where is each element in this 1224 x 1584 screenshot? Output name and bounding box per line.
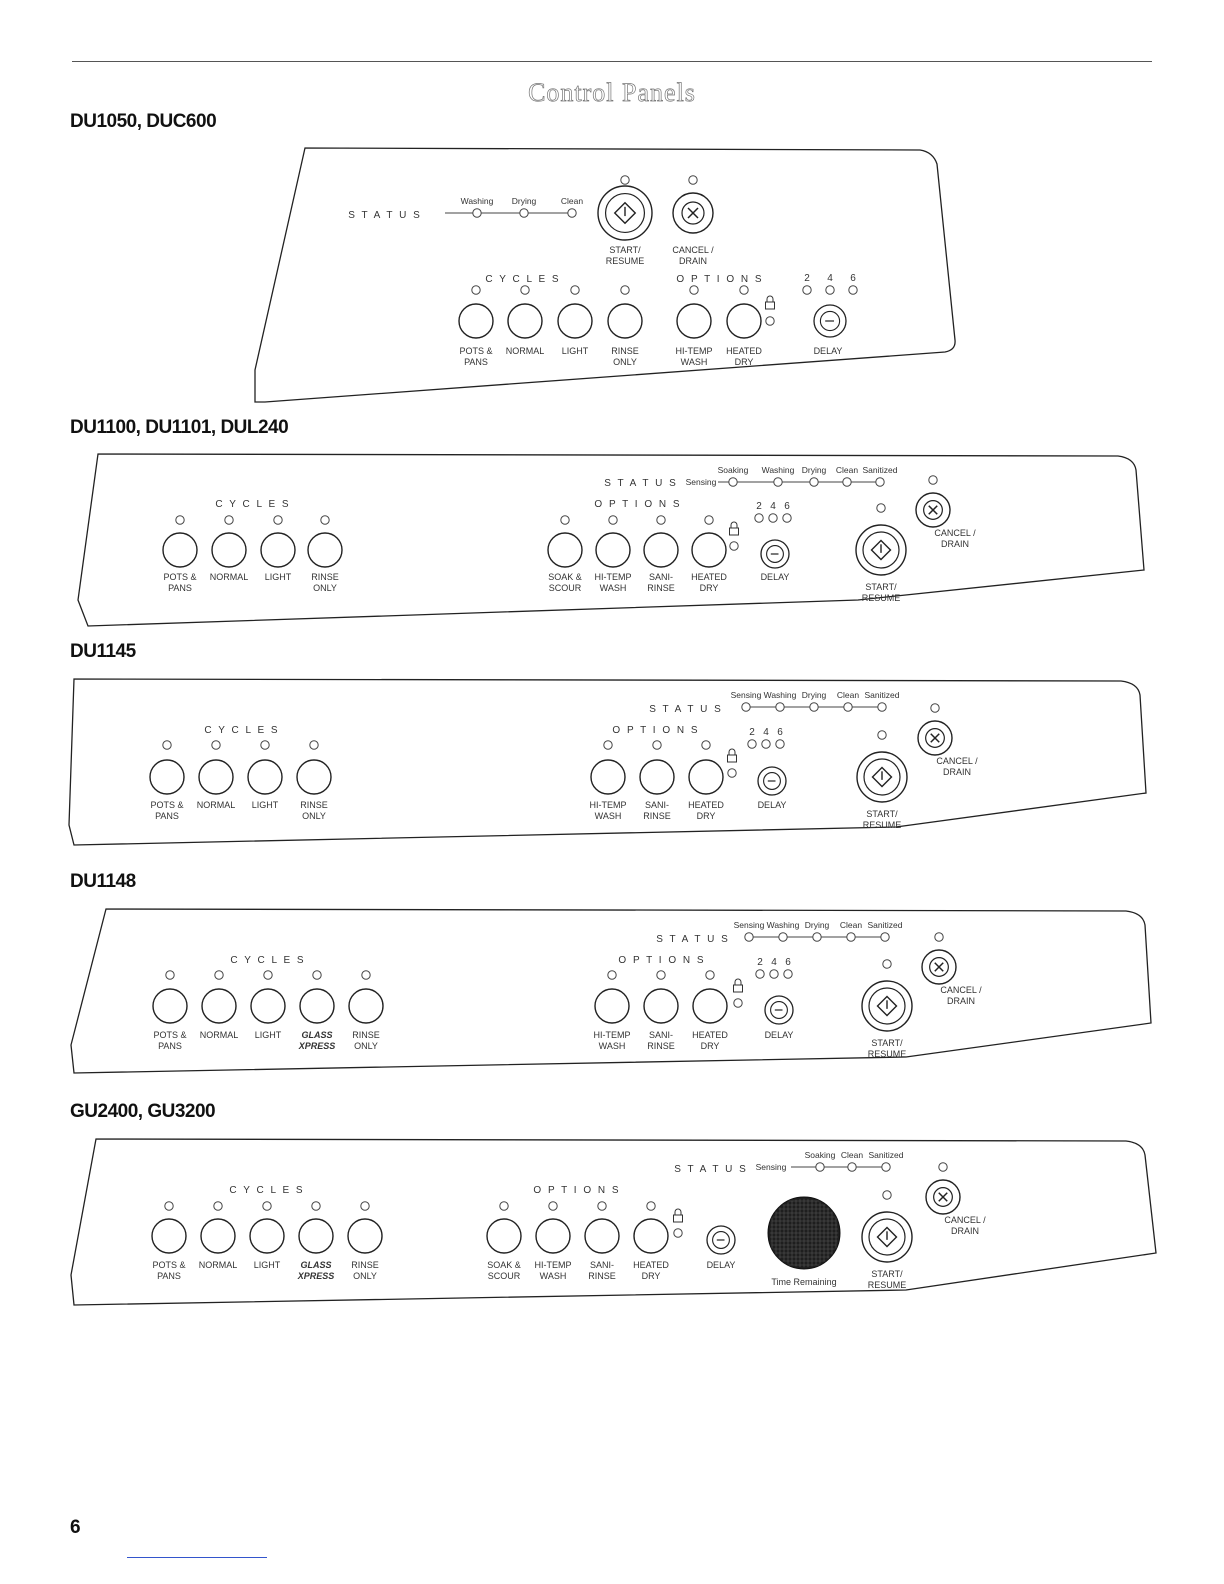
status-light [878,703,886,711]
status-light [776,703,784,711]
cycle-button[interactable] [349,989,383,1023]
button-label: START/ [609,245,641,255]
button-label: RESUME [861,593,901,603]
status-heading: S T A T U S [348,210,422,221]
delay-hours-label: 4 [771,957,777,968]
button-label: POTS & [152,1260,186,1270]
button-label: START/ [865,582,897,592]
cycle-light [321,516,329,524]
status-light [848,1163,856,1171]
indicator-light [929,476,937,484]
cycle-light [521,286,529,294]
button-label: NORMAL [209,572,249,582]
status-label: Sensing [755,1162,787,1172]
delay-hours-light [748,740,756,748]
button-label: NORMAL [199,1030,239,1040]
button-label: POTS & [459,346,493,356]
cycle-button[interactable] [558,304,592,338]
cycle-button[interactable] [251,989,285,1023]
delay-hours-label: 6 [850,273,856,284]
delay-hours-light [783,514,791,522]
button-label: GLASS [300,1260,332,1270]
options-heading: O P T I O N S [594,499,682,510]
cycle-button[interactable] [150,760,184,794]
delay-label: DELAY [757,800,787,810]
button-label: ONLY [353,1271,377,1281]
button-label: RINSE [352,1030,380,1040]
status-label: Clean [839,920,863,930]
link-underline [127,1557,267,1558]
button-label: HEATED [691,572,727,582]
button-label: PANS [158,1041,182,1051]
button-label: RINSE [311,572,339,582]
option-light [604,741,612,749]
option-button[interactable] [548,533,582,567]
lock-icon [728,755,737,762]
button-label: SANI- [648,572,674,582]
cycle-button[interactable] [508,304,542,338]
button-label: RINSE [588,1271,616,1281]
button-label: HI-TEMP [589,800,627,810]
button-label: WASH [599,583,627,593]
button-label: NORMAL [196,800,236,810]
button-label: RINSE [300,800,328,810]
status-label: Sanitized [868,1150,904,1160]
option-light [549,1202,557,1210]
cycle-button[interactable] [250,1219,284,1253]
cycle-light [212,741,220,749]
cycle-button[interactable] [308,533,342,567]
cycle-button[interactable] [300,989,334,1023]
button-label: ONLY [354,1041,378,1051]
button-label: LIGHT [253,1260,281,1270]
cycle-button[interactable] [163,533,197,567]
cycle-button[interactable] [202,989,236,1023]
button-label: DRY [734,357,754,367]
control-panel-du1100 [78,450,1148,632]
status-label: Drying [801,690,827,700]
status-light [843,478,851,486]
button-label: PANS [155,811,179,821]
delay-hours-light [756,970,764,978]
cycle-button[interactable] [153,989,187,1023]
button-label: START/ [871,1269,903,1279]
status-label: Washing [460,196,494,206]
delay-hours-light [770,970,778,978]
button-label: SOAK & [548,572,582,582]
option-light [500,1202,508,1210]
options-heading: O P T I O N S [618,955,706,966]
option-light [657,971,665,979]
option-light [647,1202,655,1210]
button-label: HI-TEMP [534,1260,572,1270]
button-label: SANI- [644,800,670,810]
option-light [609,516,617,524]
option-button[interactable] [727,304,761,338]
cycle-light [263,1202,271,1210]
delay-hours-label: 6 [785,957,791,968]
button-label: RESUME [867,1280,907,1290]
option-button[interactable] [591,760,625,794]
option-light [705,516,713,524]
button-label: PANS [464,357,488,367]
button-label: GLASS [301,1030,333,1040]
cycle-button[interactable] [201,1219,235,1253]
indicator-light [730,542,738,550]
cycle-light [165,1202,173,1210]
cycles-heading: C Y C L E S [215,499,291,510]
delay-hours-label: 2 [757,957,763,968]
delay-hours-light [776,740,784,748]
delay-hours-label: 2 [749,727,755,738]
button-label: RINSE [643,811,671,821]
button-label: RINSE [351,1260,379,1270]
cycle-button[interactable] [212,533,246,567]
indicator-light [734,999,742,1007]
indicator-light [766,317,774,325]
cycle-button[interactable] [608,304,642,338]
page-number: 6 [70,1517,81,1538]
indicator-light [674,1229,682,1237]
option-button[interactable] [644,989,678,1023]
options-heading: O P T I O N S [676,274,764,285]
status-light [742,703,750,711]
button-label: HEATED [726,346,762,356]
option-light [608,971,616,979]
button-label: RINSE [647,1041,675,1051]
button-label: DRAIN [950,1226,980,1236]
button-label: LIGHT [264,572,292,582]
button-label: NORMAL [505,346,545,356]
time-remaining-label: Time Remaining [771,1277,837,1287]
button-label: DRAIN [678,256,708,266]
cycle-light [215,971,223,979]
cycle-button[interactable] [299,1219,333,1253]
status-heading: S T A T U S [674,1164,748,1175]
status-label: Clean [835,465,859,475]
status-label: Washing [763,690,797,700]
option-light [653,741,661,749]
status-label: Washing [766,920,800,930]
delay-hours-light [803,286,811,294]
button-label: ONLY [313,583,337,593]
button-label: RESUME [867,1049,907,1059]
lock-icon [734,985,743,992]
option-button[interactable] [585,1219,619,1253]
model-heading: DU1100, DU1101, DUL240 [70,417,289,438]
status-label: Drying [801,465,827,475]
cycles-heading: C Y C L E S [230,955,306,966]
page-title: Control Panels [528,78,696,107]
button-label: HI-TEMP [593,1030,631,1040]
cycle-light [176,516,184,524]
button-label: POTS & [153,1030,187,1040]
button-label: DRY [700,1041,720,1051]
button-label: WASH [594,811,622,821]
delay-label: DELAY [760,572,790,582]
status-light [844,703,852,711]
lock-icon [730,528,739,535]
cycle-light [261,741,269,749]
control-panel-du1148 [66,905,1156,1090]
cycles-heading: C Y C L E S [485,274,561,285]
button-label: RINSE [647,583,675,593]
indicator-light [939,1163,947,1171]
status-label: Sensing [730,690,762,700]
button-label: HI-TEMP [675,346,713,356]
cycles-heading: C Y C L E S [229,1185,305,1196]
status-light [810,703,818,711]
status-light [813,933,821,941]
button-label: CANCEL / [940,985,982,995]
option-button[interactable] [644,533,678,567]
status-label: Soaking [804,1150,836,1160]
button-label: LIGHT [561,346,589,356]
delay-hours-label: 2 [756,501,762,512]
cycle-light [163,741,171,749]
button-label: HEATED [688,800,724,810]
options-heading: O P T I O N S [533,1185,621,1196]
button-label: POTS & [150,800,184,810]
button-label: SCOUR [487,1271,521,1281]
status-label: Soaking [717,465,749,475]
button-label: NORMAL [198,1260,238,1270]
button-label: CANCEL / [944,1215,986,1225]
button-label: SANI- [589,1260,615,1270]
delay-hours-label: 4 [827,273,833,284]
button-label: PANS [168,583,192,593]
delay-hours-light [826,286,834,294]
button-label: DRY [699,583,719,593]
button-label: DRAIN [946,996,976,1006]
option-button[interactable] [640,760,674,794]
model-heading: DU1145 [70,641,136,662]
status-label: Clean [836,690,860,700]
button-label: XPRESS [297,1271,335,1281]
indicator-light [728,769,736,777]
indicator-light [689,176,697,184]
button-label: LIGHT [254,1030,282,1040]
button-label: PANS [157,1271,181,1281]
status-light [729,478,737,486]
button-label: CANCEL / [934,528,976,538]
cycle-light [312,1202,320,1210]
cycle-light [214,1202,222,1210]
cycle-button[interactable] [261,533,295,567]
option-button[interactable] [689,760,723,794]
status-light [774,478,782,486]
cycle-button[interactable] [199,760,233,794]
button-label: DRAIN [940,539,970,549]
status-label: Sanitized [864,690,900,700]
button-label: DRY [641,1271,661,1281]
delay-hours-light [769,514,777,522]
button-label: CANCEL / [672,245,714,255]
indicator-light [877,504,885,512]
cycle-light [571,286,579,294]
option-button[interactable] [595,989,629,1023]
indicator-light [935,933,943,941]
button-label: POTS & [163,572,197,582]
delay-hours-light [849,286,857,294]
button-label: WASH [680,357,708,367]
cycle-light [313,971,321,979]
options-heading: O P T I O N S [612,725,700,736]
model-heading: DU1148 [70,871,136,892]
option-button[interactable] [596,533,630,567]
status-label: Drying [804,920,830,930]
model-heading: GU2400, GU3200 [70,1101,216,1122]
button-label: RINSE [611,346,639,356]
cycle-button[interactable] [248,760,282,794]
button-label: SANI- [648,1030,674,1040]
indicator-light [931,704,939,712]
control-panel-du1145 [66,675,1156,860]
button-label: HI-TEMP [594,572,632,582]
cycle-light [274,516,282,524]
status-label: Washing [761,465,795,475]
status-heading: S T A T U S [604,478,678,489]
cycle-button[interactable] [348,1219,382,1253]
cycle-light [361,1202,369,1210]
cycle-light [362,971,370,979]
indicator-light [878,731,886,739]
button-label: START/ [871,1038,903,1048]
button-label: CANCEL / [936,756,978,766]
cycle-light [472,286,480,294]
cycle-button[interactable] [459,304,493,338]
cycle-light [166,971,174,979]
control-panel-du1050 [255,140,965,410]
cycle-light [225,516,233,524]
cycles-heading: C Y C L E S [204,725,280,736]
option-light [740,286,748,294]
status-light [568,209,576,217]
cycle-light [264,971,272,979]
button-label: WASH [539,1271,567,1281]
status-heading: S T A T U S [656,934,730,945]
lock-icon [674,1215,683,1222]
status-light [816,1163,824,1171]
button-label: SCOUR [548,583,582,593]
button-label: START/ [866,809,898,819]
indicator-light [621,176,629,184]
button-label: ONLY [302,811,326,821]
control-panel-gu2400 [66,1135,1161,1320]
status-label: Sensing [733,920,765,930]
option-light [706,971,714,979]
top-rule [72,61,1152,62]
option-button[interactable] [536,1219,570,1253]
lock-icon [766,302,775,309]
option-button[interactable] [692,533,726,567]
delay-hours-light [762,740,770,748]
delay-label: DELAY [813,346,843,356]
button-label: RESUME [862,820,902,830]
button-label: DRAIN [942,767,972,777]
button-label: WASH [598,1041,626,1051]
status-light [881,933,889,941]
delay-hours-label: 4 [770,501,776,512]
status-label: Clean [560,196,584,206]
delay-label: DELAY [706,1260,736,1270]
button-label: ONLY [613,357,637,367]
indicator-light [883,960,891,968]
status-heading: S T A T U S [649,704,723,715]
status-label: Sanitized [862,465,898,475]
cycle-light [310,741,318,749]
delay-label: DELAY [764,1030,794,1040]
button-label: LIGHT [251,800,279,810]
status-light [882,1163,890,1171]
option-button[interactable] [677,304,711,338]
status-light [810,478,818,486]
option-button[interactable] [693,989,727,1023]
button-label: HEATED [633,1260,669,1270]
cycle-light [621,286,629,294]
option-button[interactable] [487,1219,521,1253]
option-light [598,1202,606,1210]
option-light [561,516,569,524]
button-label: HEATED [692,1030,728,1040]
status-light [876,478,884,486]
delay-hours-light [755,514,763,522]
button-label: XPRESS [298,1041,336,1051]
delay-hours-label: 4 [763,727,769,738]
option-light [657,516,665,524]
indicator-light [883,1191,891,1199]
status-light [473,209,481,217]
option-light [690,286,698,294]
delay-hours-label: 6 [784,501,790,512]
status-light [745,933,753,941]
button-label: DRY [696,811,716,821]
status-label: Clean [840,1150,864,1160]
button-label: RESUME [605,256,645,266]
delay-hours-light [784,970,792,978]
cycle-button[interactable] [152,1219,186,1253]
delay-hours-label: 6 [777,727,783,738]
option-light [702,741,710,749]
status-label: Drying [511,196,537,206]
status-light [779,933,787,941]
model-heading: DU1050, DUC600 [70,111,217,132]
status-light [847,933,855,941]
button-label: SOAK & [487,1260,521,1270]
cycle-button[interactable] [297,760,331,794]
delay-hours-label: 2 [804,273,810,284]
status-label: Sanitized [867,920,903,930]
status-light [520,209,528,217]
option-button[interactable] [634,1219,668,1253]
status-label: Sensing [685,477,717,487]
